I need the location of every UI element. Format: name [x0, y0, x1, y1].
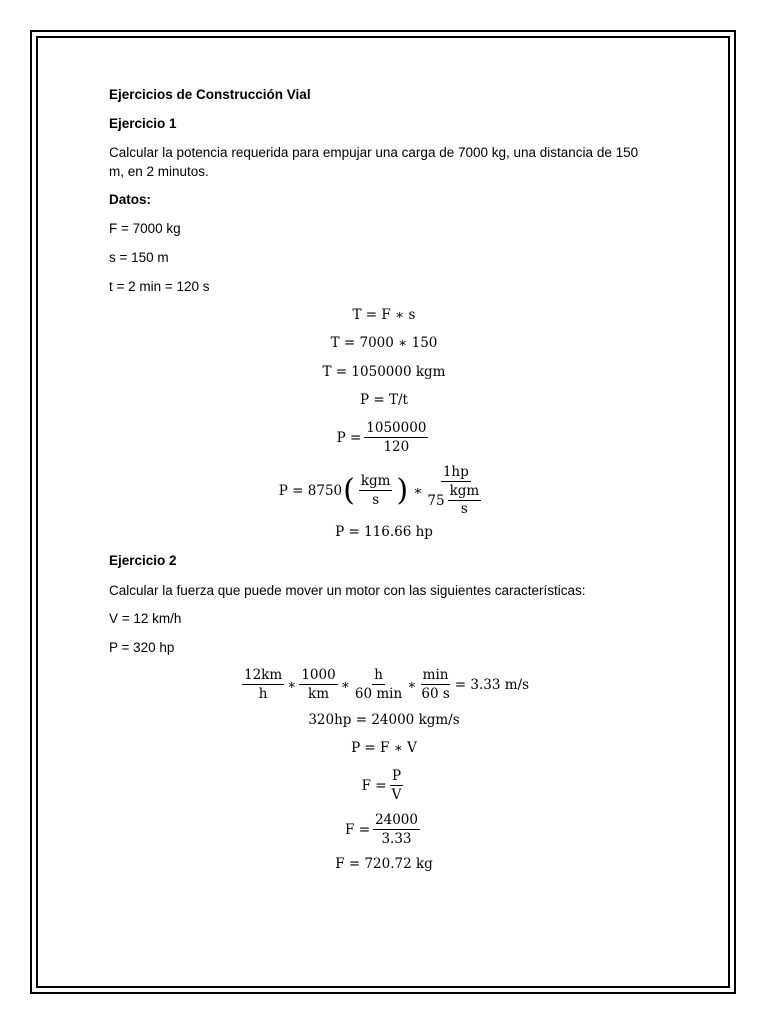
- multiply-sign: ∗: [413, 482, 423, 499]
- fraction: [364, 420, 428, 455]
- equation-work-formula: T = F ∗ s: [352, 307, 416, 323]
- datum-force: F = 7000 kg: [109, 221, 181, 236]
- exercise-2-title: Ejercicio 2: [109, 553, 177, 568]
- denominator: 120: [383, 439, 410, 455]
- numerator: 1000: [301, 667, 336, 683]
- denominator: V: [391, 787, 402, 803]
- fraction-p-v: [390, 768, 404, 803]
- exercise-1-title: Ejercicio 1: [109, 116, 177, 131]
- equation-power-result: P = 116.66 hp: [335, 524, 433, 540]
- exercise-1-statement-line-1: Calcular la potencia requerida para empujar una carga de 7000 kg, una distancia de 150: [109, 145, 639, 160]
- numerator: min: [422, 667, 449, 683]
- denominator: 3.33: [381, 831, 412, 847]
- numerator: h: [374, 667, 383, 683]
- equation-power-conversion: [0, 464, 768, 517]
- multiply-sign: ∗: [407, 676, 417, 693]
- datum-time: t = 2 min = 120 s: [109, 279, 210, 294]
- multiply-sign: ∗: [340, 676, 350, 693]
- numerator: 1hp: [442, 464, 469, 480]
- eq6-lhs: P = 8750: [278, 482, 343, 499]
- nested-fraction: [448, 484, 482, 517]
- denominator: 60 s: [421, 686, 450, 702]
- equation-force-formula: [0, 768, 768, 803]
- fraction-24000-333: [373, 812, 420, 847]
- fraction-1000-km: [299, 667, 337, 702]
- multiply-sign: ∗: [287, 676, 297, 693]
- equation-power-velocity: P = F ∗ V: [351, 740, 417, 756]
- datos-label: Datos:: [109, 192, 152, 207]
- denominator: s: [460, 501, 468, 517]
- denominator: h: [258, 686, 268, 702]
- equation-force-substitution: [0, 812, 768, 847]
- equation-velocity-conversion: [0, 667, 768, 702]
- fraction-kgm-s: [359, 473, 393, 508]
- equation-work-result: T = 1050000 kgm: [322, 364, 446, 380]
- eq5-lhs: F =: [345, 821, 371, 838]
- equation-power-fraction: [0, 420, 768, 455]
- datum-velocity: V = 12 km/h: [109, 611, 182, 626]
- left-paren: (: [343, 472, 355, 508]
- numerator: 12km: [243, 667, 283, 683]
- denominator: 60 min: [354, 686, 403, 702]
- conversion-result: = 3.33 m/s: [454, 676, 530, 693]
- fraction-hp: [425, 464, 486, 517]
- numerator: 24000: [375, 812, 418, 828]
- numerator: kgm: [360, 473, 391, 489]
- eq5-lhs: P =: [336, 429, 362, 446]
- denominator-coefficient: 75: [427, 492, 445, 509]
- datum-distance: s = 150 m: [109, 250, 169, 265]
- denominator: [425, 482, 486, 517]
- equation-work-substitution: T = 7000 ∗ 150: [330, 335, 438, 351]
- numerator: P: [391, 768, 402, 784]
- equation-force-result: F = 720.72 kg: [335, 856, 433, 872]
- fraction-12km-h: [242, 667, 284, 702]
- numerator: 1050000: [366, 420, 427, 436]
- datum-power: P = 320 hp: [109, 640, 175, 655]
- fraction-h-60min: [353, 667, 404, 702]
- equation-power-conversion-hp: 320hp = 24000 kgm/s: [308, 712, 460, 728]
- right-paren: ): [396, 472, 409, 508]
- equation-power-formula: P = T/t: [360, 392, 408, 408]
- document-heading: Ejercicios de Construcción Vial: [109, 87, 311, 102]
- eq4-lhs: F =: [361, 777, 387, 794]
- denominator: km: [308, 686, 330, 702]
- denominator: s: [372, 492, 380, 508]
- numerator: kgm: [449, 483, 480, 499]
- fraction-min-60s: [419, 667, 451, 702]
- exercise-1-statement-line-2: m, en 2 minutos.: [109, 164, 209, 179]
- exercise-2-statement: Calcular la fuerza que puede mover un motor con las siguientes características:: [109, 583, 586, 598]
